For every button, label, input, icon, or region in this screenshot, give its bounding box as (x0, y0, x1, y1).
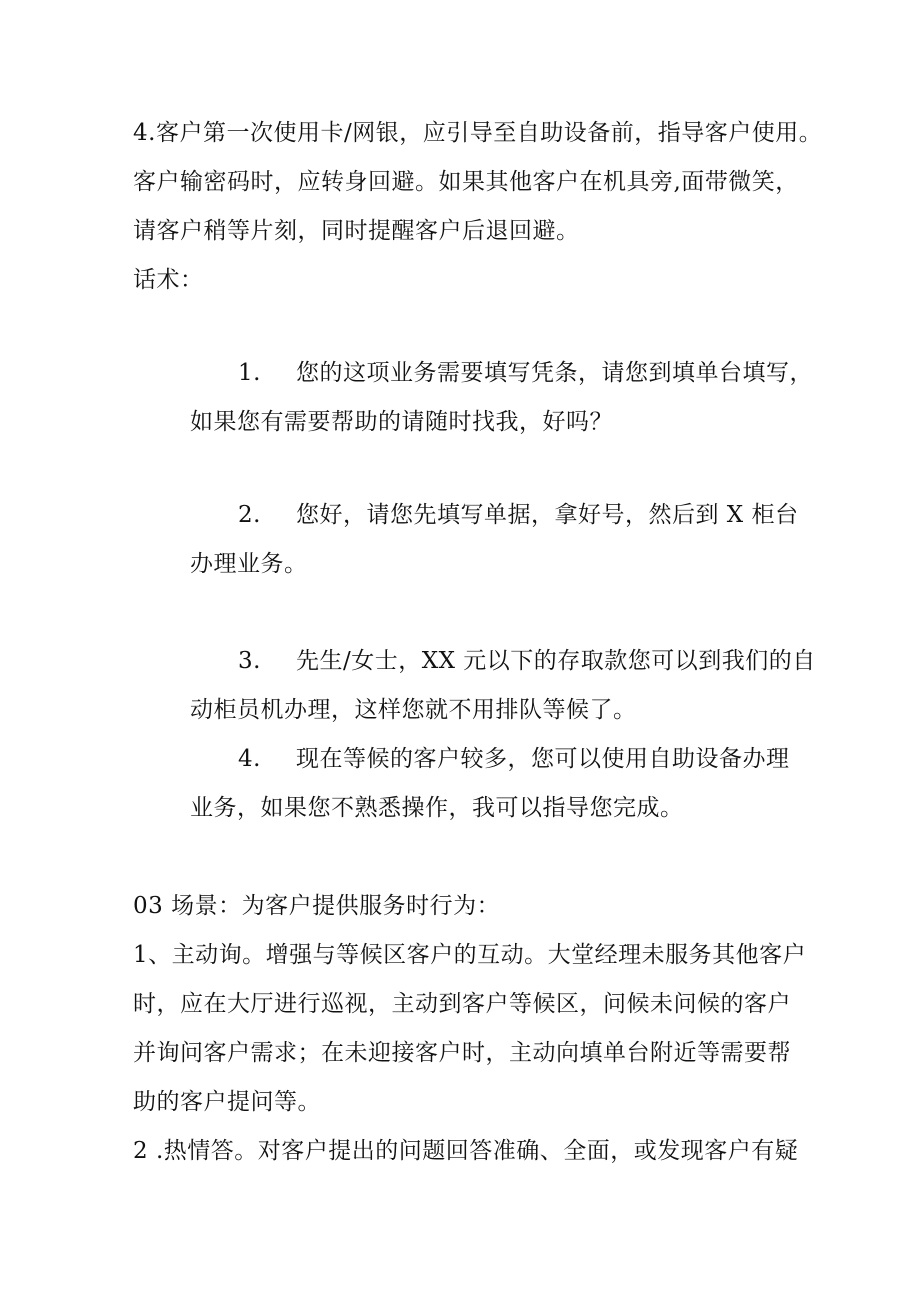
script-item-3 (238, 646, 816, 676)
script-text: 业务，如果您不熟悉操作，我可以指导您完成。 (190, 795, 684, 821)
paragraph-line: 请客户稍等片刻，同时提醒客户后退回避。 (133, 218, 580, 244)
paragraph-line: 客户输密码时，应转身回避。如果其他客户在机具旁,面带微笑， (133, 169, 799, 195)
script-number: 2. (238, 502, 261, 528)
script-item-1 (238, 358, 813, 388)
paragraph-line: 2 .热情答。对客户提出的问题回答准确、全面，或发现客户有疑 (133, 1138, 799, 1164)
script-number: 1. (238, 360, 261, 386)
paragraph-line: 1、主动询。增强与等候区客户的互动。大堂经理未服务其他客户 (133, 942, 807, 968)
script-text: 您的这项业务需要填写凭条，请您到填单台填写， (296, 360, 813, 386)
paragraph-line: 4.客户第一次使用卡/网银，应引导至自助设备前，指导客户使用。 (133, 120, 823, 146)
script-text: 办理业务。 (190, 551, 308, 577)
script-item-4 (238, 744, 790, 774)
script-text: 动柜员机办理，这样您就不用排队等候了。 (190, 697, 637, 723)
paragraph-line: 并询问客户需求；在未迎接客户时，主动向填单台附近等需要帮 (133, 1040, 791, 1066)
script-text: 如果您有需要帮助的请随时找我，好吗？ (190, 409, 613, 435)
script-number: 3. (238, 648, 261, 674)
script-text: 您好，请您先填写单据，拿好号，然后到 X 柜台 (296, 502, 799, 528)
section-heading: 03 场景：为客户提供服务时行为： (133, 893, 501, 919)
script-label: 话术： (133, 267, 204, 293)
script-number: 4. (238, 746, 261, 772)
paragraph-line: 时，应在大厅进行巡视，主动到客户等候区，问候未问候的客户 (133, 991, 791, 1017)
script-text: 现在等候的客户较多，您可以使用自助设备办理 (296, 746, 790, 772)
paragraph-line: 助的客户提问等。 (133, 1089, 321, 1115)
script-text: 先生/女士，XX 元以下的存取款您可以到我们的自 (296, 648, 816, 674)
script-item-2 (238, 500, 799, 530)
